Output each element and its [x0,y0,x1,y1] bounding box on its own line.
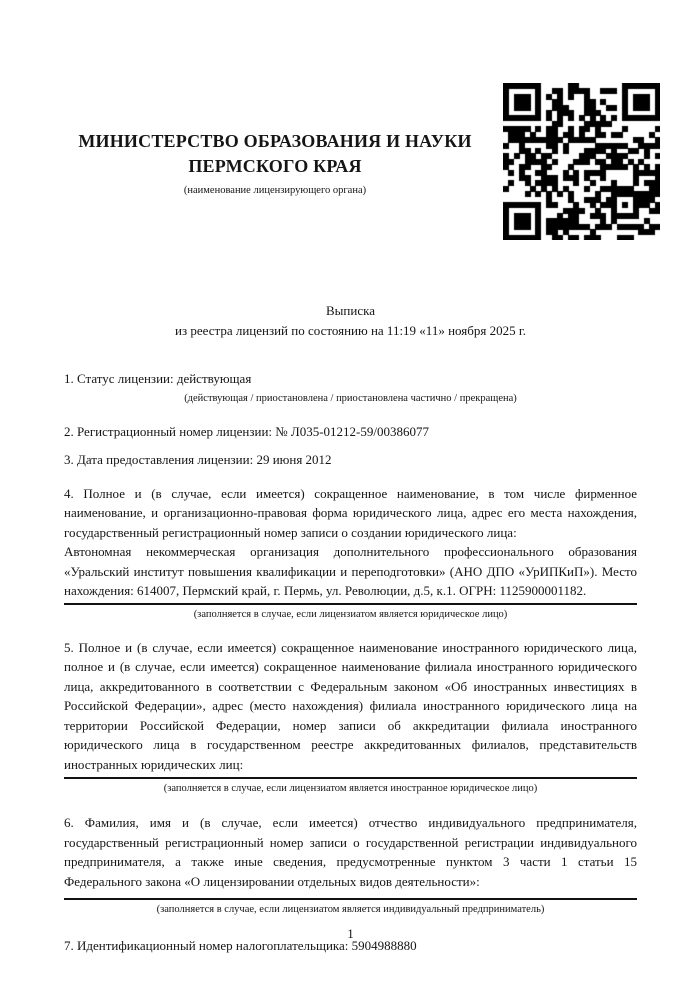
item-6-individual-entrepreneur [64,813,637,916]
item-1-caption: (действующая / приостановлена / приостановлена частично / прекращена) [184,392,517,404]
ministry-name-line2: ПЕРМСКОГО КРАЯ [188,156,362,176]
item-1-license-status [64,369,637,405]
item-6-caption: (заполняется в случае, если лицензиатом является индивидуальный предприниматель) [156,904,545,915]
item-2-text: 2. Регистрационный номер лицензии: № Л035-01212-59/00386077 [64,423,430,439]
item-3-license-date [64,450,637,470]
ministry-caption: (наименование лицензирующего органа) [183,185,367,196]
document-title [64,301,637,341]
document-title-line1: Выписка [326,303,375,318]
item-4-caption: (заполняется в случае, если лицензиатом является юридическое лицо) [193,608,508,620]
item-5-blank-field-line [64,774,637,779]
item-5-caption: (заполняется в случае, если лицензиатом является иностранное юридическое лицо) [163,783,538,794]
ministry-name-line1: МИНИСТЕРСТВО ОБРАЗОВАНИЯ И НАУКИ [78,131,472,151]
item-5-text: 5. Полное и (в случае, если имеется) сокращенное наименование иностранного юридического лица, полное и (в случае, если имеется) сокращенное наименование филиала иностранного юридического лица, аккредитованного в соответствии с Федеральным законом «Об иностранных инвестициях в Российской Федерации», адрес (место нахождения) филиала иностранного юридического лица на территории Российской Федерации, номер записи об аккредитации филиала иностранного юридического лица в государственном реестре аккредитованных филиалов, представительств иностранных юридических лиц: [64,639,637,772]
item-6-text: 6. Фамилия, имя и (в случае, если имеется) отчество индивидуального предпринимателя, государственный регистрационный номер записи о государственной регистрации индивидуального предпринимателя, а также иные сведения, предусмотренные пунктом 3 части 1 статьи 15 Федерального закона «О лицензировании отдельных видов деятельности»: [64,815,637,889]
item-4-value: Автономная некоммерческая организация дополнительного профессионального образования «Уральский институт повышения квалификации и переподготовки» (АНО ДПО «УрИПКиП»). Место нахождения: 614007, Пермский край, г. Пермь, ул. Революции, д.5, к.1. ОГРН: 1125900001182. [64,542,637,605]
qr-code-icon [503,83,660,240]
item-3-text: 3. Дата предоставления лицензии: 29 июня 2012 [64,452,332,467]
document-body [64,369,637,956]
page-number: 1 [347,926,354,941]
item-2-registration-number [64,422,637,442]
item-4-text: 4. Полное и (в случае, если имеется) сокращенное наименование, в том числе фирменное наименование, и организационно-правовая форма юридического лица, адрес его места нахождения, государственный регистрационный номер записи о создании юридического лица: [64,485,637,540]
document-title-line2: из реестра лицензий по состоянию на 11:19 «11» ноября 2025 г. [175,323,526,338]
item-5-foreign-entity [64,638,637,796]
item-1-text: 1. Статус лицензии: действующая [64,371,252,386]
item-6-blank-field-line [64,891,637,900]
licensing-authority-header [40,129,510,197]
item-7-text: 7. Идентификационный номер налогоплательщика: 5904988880 [64,938,417,953]
item-4-legal-entity [64,484,637,621]
